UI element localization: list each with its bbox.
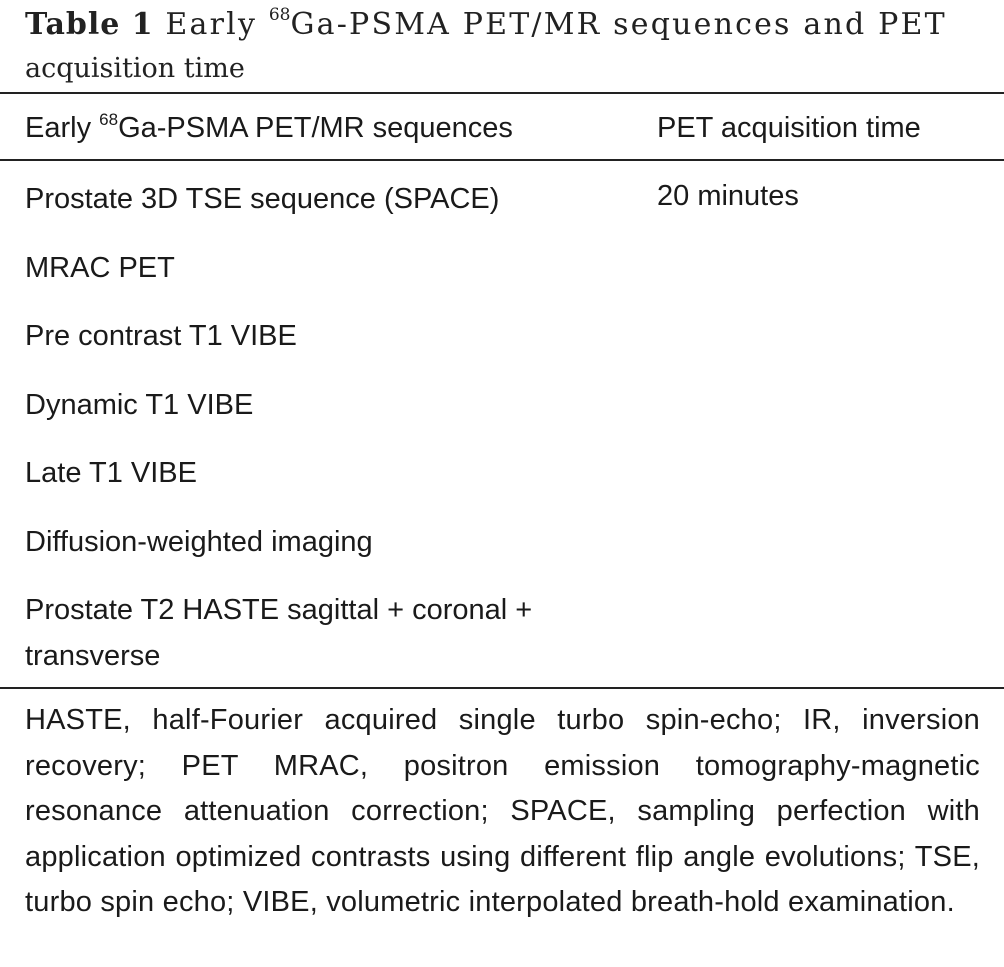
table-label: Table 1 (25, 7, 154, 42)
table-row: MRAC PET (25, 251, 175, 284)
table-row: Prostate 3D TSE sequence (SPACE) (25, 183, 500, 215)
table-row: Dynamic T1 VIBE (25, 388, 254, 421)
header-sequences (25, 108, 513, 148)
table-footnote: HASTE, half-Fourier acquired single turbo spin-echo; IR, inversion recovery; PET MRAC, positron emission tomography-magnetic resonance attenuation correction; SPACE, sampling perfection with application optimized contrasts using different flip angle evolutions; TSE, turbo spin echo; VIBE, volumetric interpolated breath-hold examination. (25, 704, 980, 918)
header-superscript: 68 (99, 110, 119, 129)
header-main: Ga-PSMA PET/MR sequences (118, 112, 513, 144)
table-title-line2: acquisition time (25, 53, 245, 84)
table-title (165, 7, 946, 42)
header-prefix: Early (25, 112, 100, 144)
bottom-rule (0, 687, 1004, 689)
table-caption (25, 2, 985, 91)
title-prefix: Early (165, 7, 269, 42)
table-row: Diffusion-weighted imaging (25, 525, 373, 558)
table-row: Late T1 VIBE (25, 457, 197, 489)
title-superscript: 68 (268, 5, 291, 25)
table-row: Prostate T2 HASTE sagittal + coronal + transverse (25, 594, 533, 672)
header-rule (0, 159, 1004, 161)
header-acquisition-time: PET acquisition time (657, 112, 921, 144)
top-rule (0, 92, 1004, 94)
title-main: Ga-PSMA PET/MR sequences and PET (290, 7, 947, 42)
table-row: Pre contrast T1 VIBE (25, 320, 297, 352)
sequence-list (25, 176, 635, 702)
acquisition-time-value: 20 minutes (657, 180, 799, 212)
